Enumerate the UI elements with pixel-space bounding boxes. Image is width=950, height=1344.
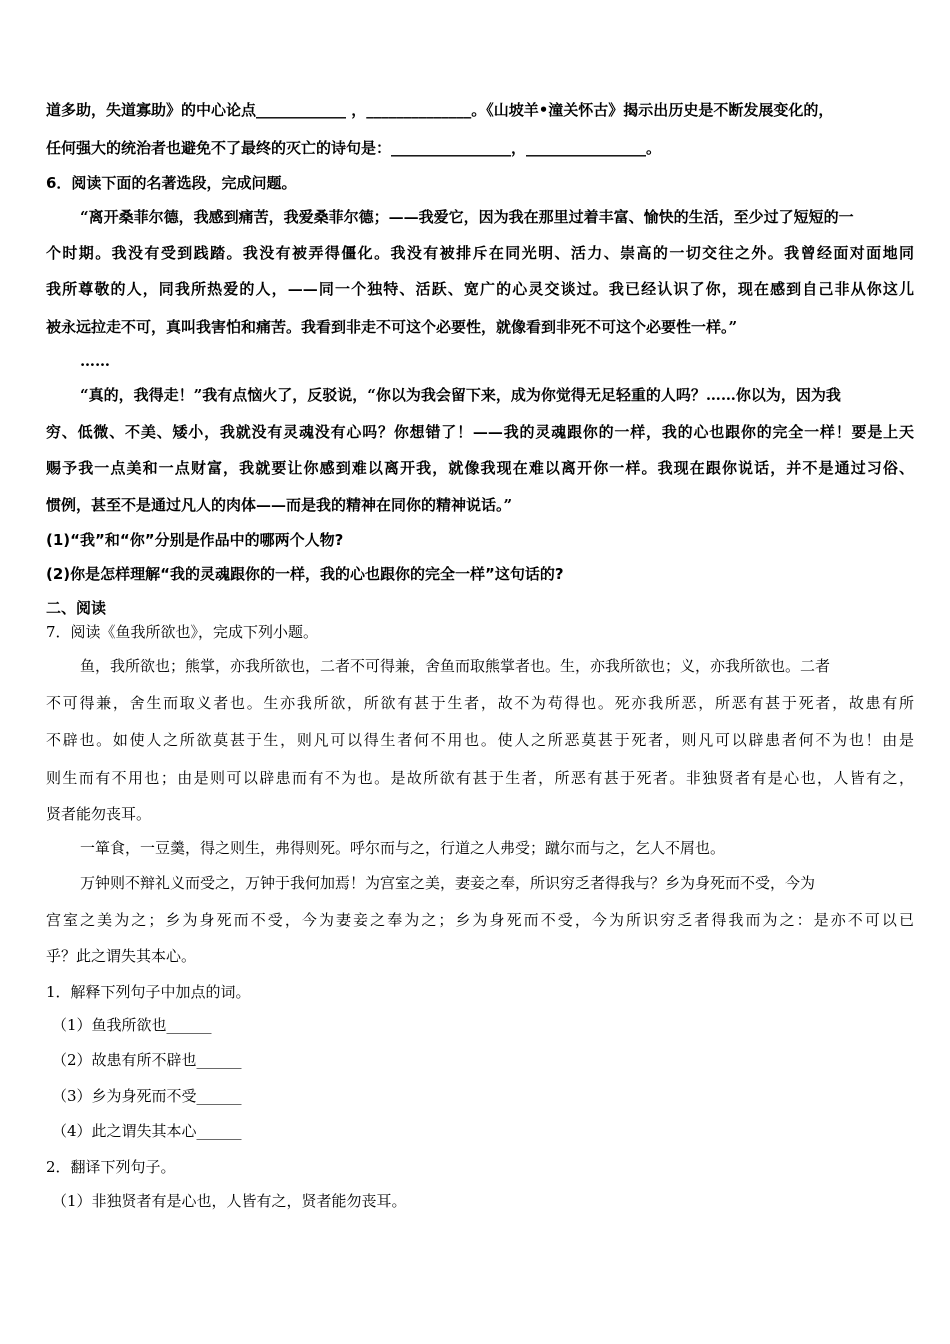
q7-para1-line-4: 则生而有不用也；由是则可以辟患而有不为也。是故所欲有甚于生者，所恶有甚于死者。非独贤者有是心也，人皆有之， [46, 769, 914, 787]
q5-line-2: 任何强大的统治者也避免不了最终的灭亡的诗句是：________________，________________。 [46, 139, 662, 157]
q6-para1-line-3: 我所尊敬的人，同我所热爱的人，——同一个独特、活跃、宽广的心灵交谈过。我已经认识了你，现在感到自己非从你这儿 [46, 280, 914, 298]
q7-para3-line-3: 乎？此之谓失其本心。 [46, 947, 197, 965]
q6-para2-line-4: 惯例，甚至不是通过凡人的肉体——而是我的精神在同你的精神说话。” [46, 496, 513, 514]
q6-ellipsis: …… [80, 352, 110, 370]
section-2-title: 二、阅读 [46, 599, 107, 617]
q6-para2-line-1: “真的，我得走！”我有点恼火了，反驳说，“你以为我会留下来，成为你觉得无足轻重的人吗？……你以为，因为我 [80, 386, 841, 404]
q7-para2: 一箪食，一豆羹，得之则生，弗得则死。呼尔而与之，行道之人弗受；蹴尔而与之，乞人不屑也。 [80, 839, 726, 857]
q7-para1-line-3: 不辟也。如使人之所欲莫甚于生，则凡可以得生者何不用也。使人之所恶莫甚于死者，则凡可以辟患者何不为也！由是 [46, 731, 914, 749]
q7-title: 7．阅读《鱼我所欲也》，完成下列小题。 [46, 623, 319, 641]
q5-line-1: 道多助，失道寡助》的中心论点____________ ，______________。《山坡羊•潼关怀古》揭示出历史是不断发展变化的， [46, 101, 834, 119]
q6-para2-line-3: 赐予我一点美和一点财富，我就要让你感到难以离开我，就像我现在难以离开你一样。我现在跟你说话，并不是通过习俗、 [46, 459, 914, 477]
q7-para1-line-1: 鱼，我所欲也；熊掌，亦我所欲也，二者不可得兼，舍鱼而取熊掌者也。生，亦我所欲也；义，亦我所欲也。二者 [80, 657, 831, 675]
q6-sub-question-1: (1)“我”和“你”分别是作品中的哪两个人物? [46, 531, 344, 549]
q7-para1-line-5: 贤者能勿丧耳。 [46, 805, 152, 823]
q7-question-1-item-3: （3）乡为身死而不受______ [52, 1087, 242, 1105]
q7-question-2-title: 2．翻译下列句子。 [46, 1158, 176, 1176]
q7-question-1-item-1: （1）鱼我所欲也______ [52, 1016, 212, 1034]
q6-para1-line-1: “离开桑菲尔德，我感到痛苦，我爱桑菲尔德；——我爱它，因为我在那里过着丰富、愉快的生活，至少过了短短的一 [80, 208, 854, 226]
q7-question-1-item-2: （2）故患有所不辟也______ [52, 1051, 242, 1069]
q7-question-1-title: 1．解释下列句子中加点的词。 [46, 983, 251, 1001]
q6-para1-line-4: 被永远拉走不可，真叫我害怕和痛苦。我看到非走不可这个必要性，就像看到非死不可这个必要性一样。” [46, 318, 738, 336]
q6-sub-question-2: (2)你是怎样理解“我的灵魂跟你的一样，我的心也跟你的完全一样”这句话的? [46, 565, 564, 583]
q7-question-1-item-4: （4）此之谓失其本心______ [52, 1122, 242, 1140]
q7-para1-line-2: 不可得兼，舍生而取义者也。生亦我所欲，所欲有甚于生者，故不为苟得也。死亦我所恶，所恶有甚于死者，故患有所 [46, 694, 914, 712]
q6-para2-line-2: 穷、低微、不美、矮小，我就没有灵魂没有心吗？你想错了！——我的灵魂跟你的一样，我的心也跟你的完全一样！要是上天 [46, 423, 914, 441]
q7-para3-line-2: 宫室之美为之；乡为身死而不受，今为妻妾之奉为之；乡为身死而不受，今为所识穷乏者得我而为之：是亦不可以已 [46, 911, 914, 929]
q7-question-2-item-1: （1）非独贤者有是心也，人皆有之，贤者能勿丧耳。 [52, 1192, 407, 1210]
q6-title: 6．阅读下面的名著选段，完成问题。 [46, 174, 297, 192]
q6-para1-line-2: 个时期。我没有受到践踏。我没有被弄得僵化。我没有被排斥在同光明、活力、崇高的一切交往之外。我曾经面对面地同 [46, 244, 914, 262]
q7-para3-line-1: 万钟则不辩礼义而受之，万钟于我何加焉！为宫室之美，妻妾之奉，所识穷乏者得我与？乡为身死而不受，今为 [80, 874, 816, 892]
